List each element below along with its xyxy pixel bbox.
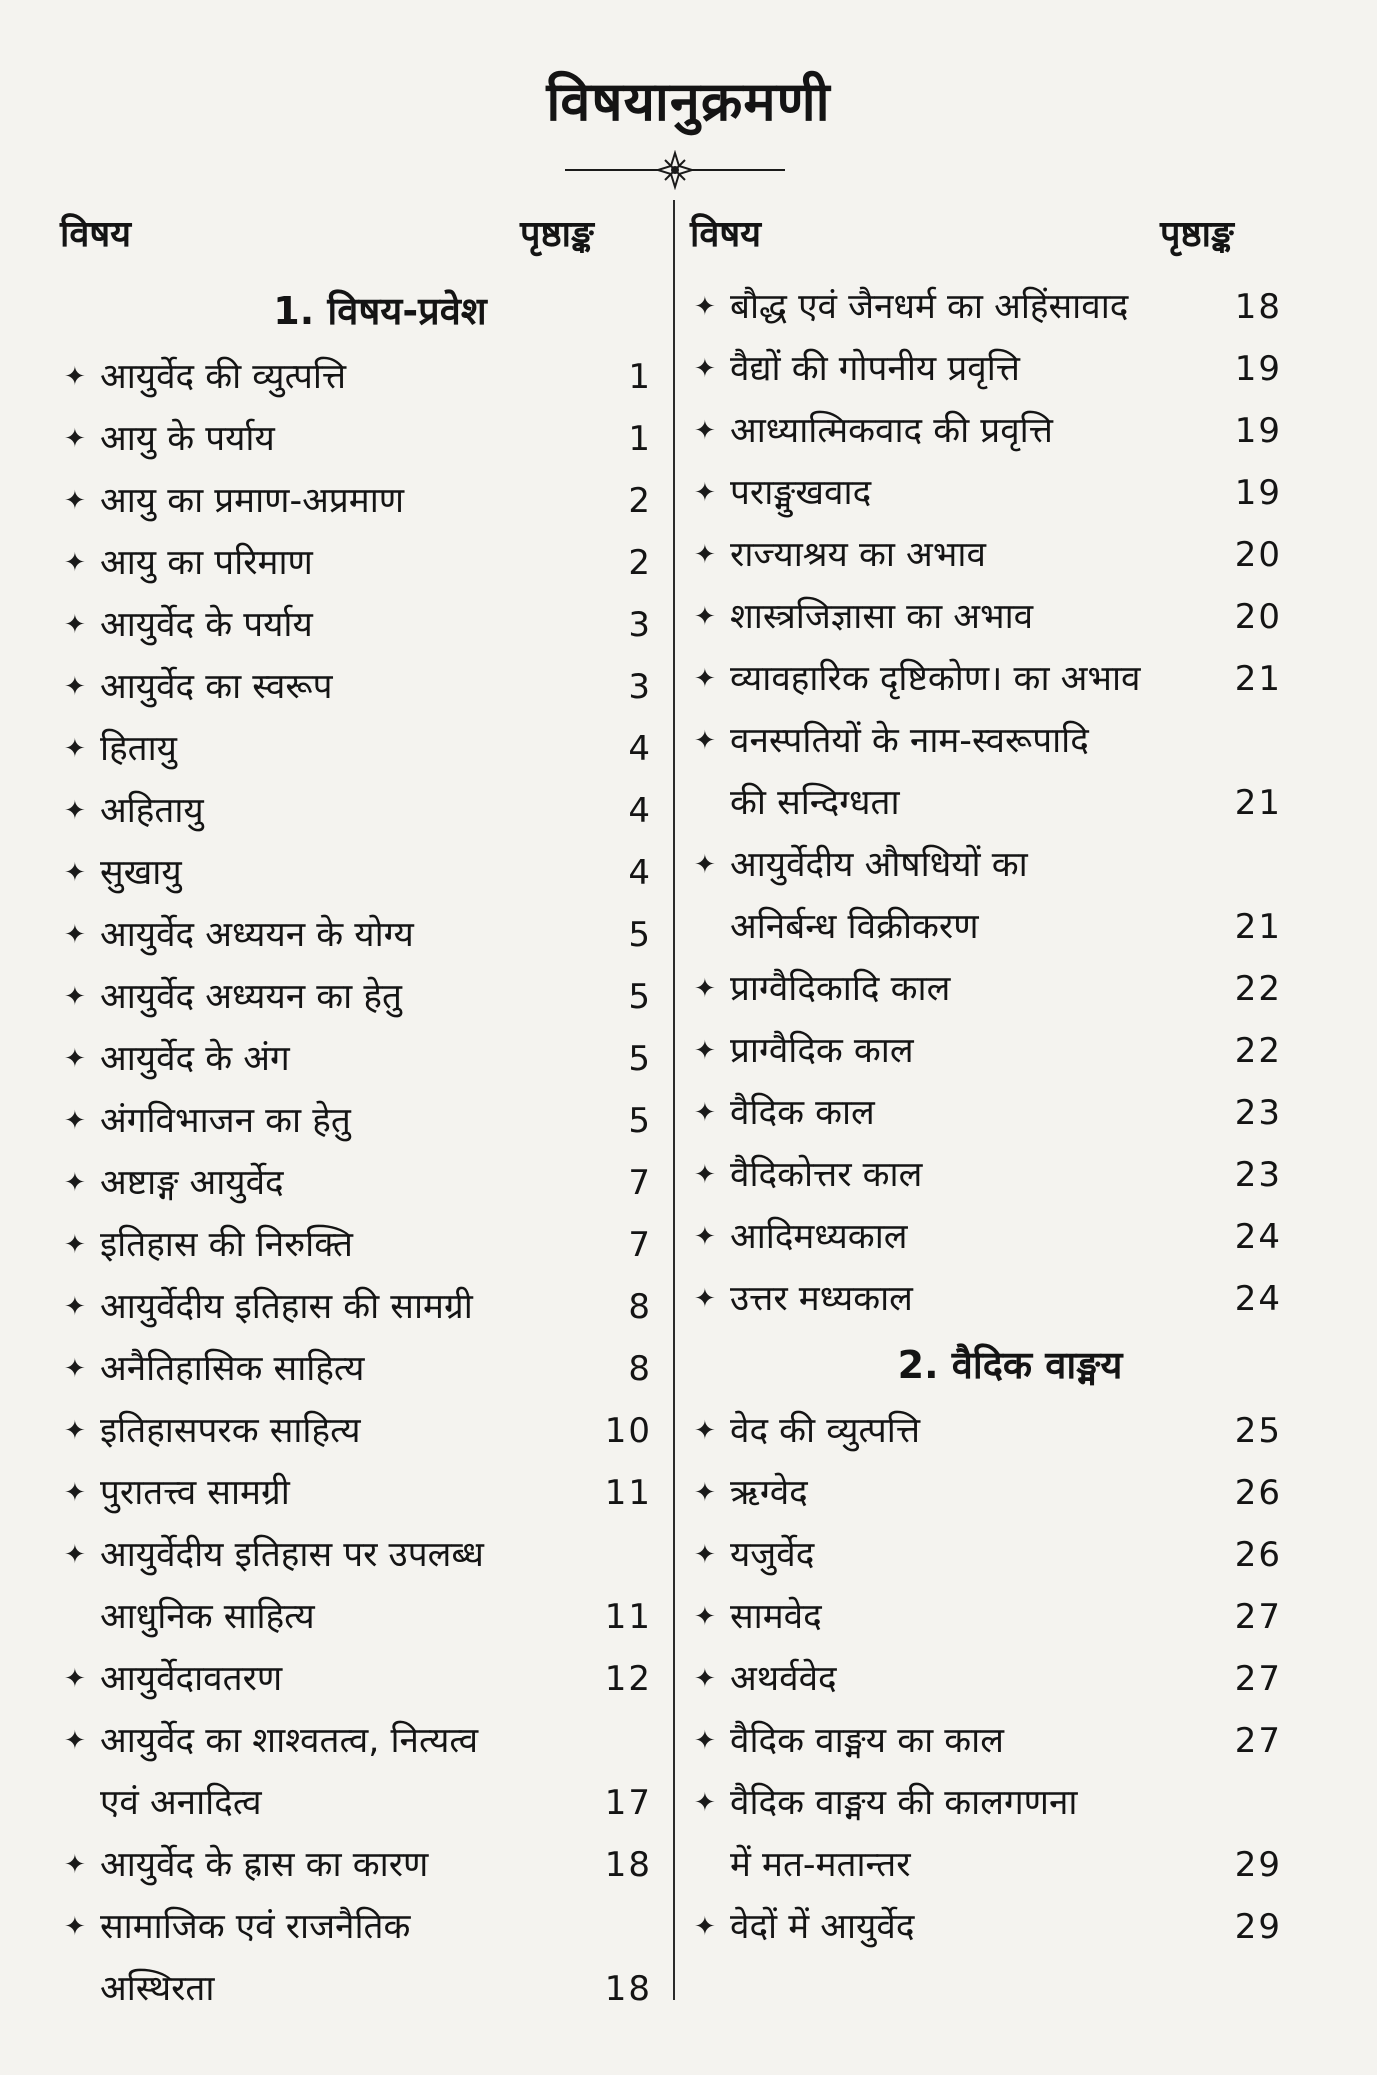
four-point-star-icon: ✦ [64,796,86,826]
four-point-star-icon: ✦ [694,1036,716,1066]
four-point-star-icon: ✦ [694,1284,716,1314]
toc-entry-text: वैदिक काल [730,1093,875,1133]
four-point-star-icon: ✦ [694,1478,716,1508]
right-page-header: पृष्ठाङ्क [1160,214,1234,255]
toc-entry-text: आयुर्वेद का शाश्वतत्व, नित्यत्व [100,1721,479,1761]
toc-entry [690,1772,1290,1896]
four-point-star-icon: ✦ [694,1664,716,1694]
toc-entry-text: आयुर्वेदीय इतिहास पर उपलब्ध [100,1535,484,1575]
toc-entry-text: आयुर्वेद के पर्याय [100,605,313,645]
toc-entry-text: अस्थिरता [100,1969,215,2009]
right-subject-header: विषय [690,214,762,255]
page-number: 18 [604,1845,652,1885]
section-heading: 1. विषय-प्रवेश [273,289,487,333]
toc-entry [60,408,660,470]
page-number: 19 [1234,349,1282,389]
toc-entry-text: इतिहास की निरुक्ति [100,1225,353,1265]
page-number: 25 [1234,1411,1282,1451]
toc-entry-text: आयु का परिमाण [100,543,313,583]
toc-entry-text: आयुर्वेद की व्युत्पत्ति [100,357,347,397]
toc-entry [690,958,1290,1020]
page-number: 3 [628,667,652,707]
toc-entry-text: आयु का प्रमाण-अप्रमाण [100,481,405,521]
page-number: 4 [628,791,652,831]
toc-entry [60,1710,660,1834]
four-point-star-icon: ✦ [64,1354,86,1384]
four-point-star-icon: ✦ [64,362,86,392]
starburst-ornament-icon [565,150,785,190]
toc-entry [60,1834,660,1896]
page-number: 7 [628,1225,652,1265]
toc-entry [60,1896,660,2020]
toc-entry [690,648,1290,710]
toc-entry-text: व्यावहारिक दृष्टिकोण। का अभाव [730,659,1141,699]
toc-entry-text: एवं अनादित्व [100,1783,262,1823]
toc-entry [690,1648,1290,1710]
page-number: 4 [628,853,652,893]
page-number: 26 [1234,1473,1282,1513]
four-point-star-icon: ✦ [64,1106,86,1136]
toc-entry [60,904,660,966]
page-number: 21 [1234,659,1282,699]
four-point-star-icon: ✦ [694,1540,716,1570]
four-point-star-icon: ✦ [64,672,86,702]
four-point-star-icon: ✦ [694,292,716,322]
page-number: 29 [1234,1845,1282,1885]
four-point-star-icon: ✦ [64,1416,86,1446]
toc-entry [60,1152,660,1214]
toc-entry [690,400,1290,462]
toc-entry-text: वेदों में आयुर्वेद [730,1907,915,1947]
toc-entry [690,1206,1290,1268]
four-point-star-icon: ✦ [694,1912,716,1942]
page-number: 21 [1234,783,1282,823]
toc-entry [60,1090,660,1152]
toc-entry [60,780,660,842]
right-column [690,276,1290,1958]
left-column [60,276,660,2020]
page-number: 4 [628,729,652,769]
toc-entry-text: आधुनिक साहित्य [100,1597,315,1637]
toc-entry [690,338,1290,400]
toc-entry [60,532,660,594]
toc-entry [60,1524,660,1648]
four-point-star-icon: ✦ [694,1160,716,1190]
four-point-star-icon: ✦ [694,1788,716,1818]
page-number: 27 [1234,1721,1282,1761]
page-number: 19 [1234,411,1282,451]
toc-entry-text: प्राग्वैदिक काल [730,1031,914,1071]
page-number: 10 [604,1411,652,1451]
toc-entry-text: वैद्यों की गोपनीय प्रवृत्ति [730,349,1020,389]
four-point-star-icon: ✦ [694,478,716,508]
toc-entry [690,1524,1290,1586]
four-point-star-icon: ✦ [64,610,86,640]
section-heading: 2. वैदिक वाङ्मय [897,1343,1123,1387]
toc-entry [690,1586,1290,1648]
toc-entry [690,1710,1290,1772]
toc-entry-text: ऋग्वेद [730,1473,808,1513]
four-point-star-icon: ✦ [64,920,86,950]
page-number: 29 [1234,1907,1282,1947]
toc-entry [690,1144,1290,1206]
toc-entry [690,1896,1290,1958]
page-number: 1 [628,419,652,459]
toc-entry-text: अनिर्बन्ध विक्रीकरण [730,907,979,947]
left-page-header: पृष्ठाङ्क [520,214,594,255]
four-point-star-icon: ✦ [64,858,86,888]
toc-entry-text: वैदिक वाङ्मय की कालगणना [730,1783,1078,1823]
toc-entry [690,462,1290,524]
toc-entry [690,586,1290,648]
page-number: 24 [1234,1217,1282,1257]
page-number: 5 [628,1039,652,1079]
toc-entry [690,1400,1290,1462]
toc-entry-text: आयुर्वेद का स्वरूप [100,667,333,707]
page-number: 26 [1234,1535,1282,1575]
four-point-star-icon: ✦ [694,1602,716,1632]
toc-entry [60,594,660,656]
page-number: 27 [1234,1597,1282,1637]
page-number: 22 [1234,969,1282,1009]
page-number: 23 [1234,1093,1282,1133]
toc-entry-text: आयुर्वेदावतरण [100,1659,283,1699]
toc-entry [60,1462,660,1524]
toc-entry [690,276,1290,338]
page-number: 20 [1234,597,1282,637]
four-point-star-icon: ✦ [64,1850,86,1880]
toc-entry-text: अंगविभाजन का हेतु [100,1101,351,1141]
page-number: 5 [628,1101,652,1141]
toc-entry-text: प्राग्वैदिकादि काल [730,969,951,1009]
toc-entry [690,1082,1290,1144]
toc-entry-text: पराङ्मुखवाद [730,473,872,513]
toc-entry-text: वैदिक वाङ्मय का काल [730,1721,1004,1761]
four-point-star-icon: ✦ [64,486,86,516]
toc-entry-text: वैदिकोत्तर काल [730,1155,923,1195]
toc-entry-text: इतिहासपरक साहित्य [100,1411,361,1451]
four-point-star-icon: ✦ [694,974,716,1004]
toc-entry-text: सामाजिक एवं राजनैतिक [100,1907,411,1947]
page-number: 5 [628,915,652,955]
toc-entry-text: अथर्ववेद [730,1659,837,1699]
toc-entry-text: आयुर्वेद के अंग [100,1039,290,1079]
page-number: 19 [1234,473,1282,513]
four-point-star-icon: ✦ [694,1726,716,1756]
four-point-star-icon: ✦ [694,602,716,632]
page-number: 7 [628,1163,652,1203]
four-point-star-icon: ✦ [694,850,716,880]
toc-entry-text: वनस्पतियों के नाम-स्वरूपादि [730,721,1089,761]
toc-entry [690,524,1290,586]
four-point-star-icon: ✦ [694,1098,716,1128]
page-number: 12 [604,1659,652,1699]
page-number: 23 [1234,1155,1282,1195]
page-number: 8 [628,1287,652,1327]
four-point-star-icon: ✦ [694,1416,716,1446]
four-point-star-icon: ✦ [64,1664,86,1694]
toc-entry-text: आयुर्वेदीय औषधियों का [730,845,1028,885]
toc-entry-text: सुखायु [100,853,182,893]
four-point-star-icon: ✦ [64,1044,86,1074]
toc-entry-text: शास्त्रजिज्ञासा का अभाव [730,597,1034,637]
toc-entry [60,1214,660,1276]
toc-entry-text: आयुर्वेद के ह्रास का कारण [100,1845,429,1885]
toc-entry [60,346,660,408]
toc-entry-text: सामवेद [730,1597,822,1637]
toc-entry [690,1020,1290,1082]
page-number: 2 [628,481,652,521]
four-point-star-icon: ✦ [694,416,716,446]
page-number: 8 [628,1349,652,1389]
four-point-star-icon: ✦ [694,540,716,570]
four-point-star-icon: ✦ [64,734,86,764]
toc-entry [60,470,660,532]
page-number: 24 [1234,1279,1282,1319]
toc-entry-text: आध्यात्मिकवाद की प्रवृत्ति [730,411,1053,451]
toc-entry-text: अहितायु [100,791,204,831]
four-point-star-icon: ✦ [694,354,716,384]
toc-entry-text: अनैतिहासिक साहित्य [100,1349,365,1389]
toc-entry-text: आयु के पर्याय [100,419,275,459]
four-point-star-icon: ✦ [64,424,86,454]
four-point-star-icon: ✦ [64,1292,86,1322]
page-number: 18 [1234,287,1282,327]
toc-entry-text: आयुर्वेद अध्ययन के योग्य [100,915,414,955]
page-number: 11 [604,1597,652,1637]
toc-entry-text: राज्याश्रय का अभाव [730,535,986,575]
toc-entry-text: यजुर्वेद [730,1535,815,1575]
four-point-star-icon: ✦ [64,548,86,578]
four-point-star-icon: ✦ [64,1230,86,1260]
page-number: 22 [1234,1031,1282,1071]
toc-entry [690,710,1290,834]
four-point-star-icon: ✦ [694,1222,716,1252]
toc-entry-text: वेद की व्युत्पत्ति [730,1411,921,1451]
toc-entry-text: की सन्दिग्धता [730,783,900,823]
toc-entry [60,1400,660,1462]
page-number: 3 [628,605,652,645]
four-point-star-icon: ✦ [64,1540,86,1570]
page-number: 21 [1234,907,1282,947]
page-title: विषयानुक्रमणी [546,70,831,133]
toc-entry [60,656,660,718]
toc-entry [60,1028,660,1090]
column-divider [673,200,675,2000]
toc-entry [60,718,660,780]
page-number: 20 [1234,535,1282,575]
four-point-star-icon: ✦ [694,664,716,694]
toc-entry-text: उत्तर मध्यकाल [730,1279,913,1319]
toc-entry-text: आयुर्वेद अध्ययन का हेतु [100,977,402,1017]
four-point-star-icon: ✦ [694,726,716,756]
toc-entry-text: में मत-मतान्तर [730,1845,911,1885]
page-number: 5 [628,977,652,1017]
four-point-star-icon: ✦ [64,1168,86,1198]
toc-entry-text: अष्टाङ्ग आयुर्वेद [100,1163,284,1203]
page-number: 18 [604,1969,652,2009]
toc-entry-text: आयुर्वेदीय इतिहास की सामग्री [100,1287,473,1327]
toc-entry [60,1276,660,1338]
toc-entry [690,1462,1290,1524]
toc-entry-text: बौद्ध एवं जैनधर्म का अहिंसावाद [730,287,1129,327]
page-number: 17 [604,1783,652,1823]
toc-entry [60,842,660,904]
toc-entry [690,834,1290,958]
four-point-star-icon: ✦ [64,982,86,1012]
four-point-star-icon: ✦ [64,1726,86,1756]
page-number: 11 [604,1473,652,1513]
toc-entry-text: हितायु [100,729,177,769]
toc-entry [60,966,660,1028]
four-point-star-icon: ✦ [64,1912,86,1942]
page-number: 1 [628,357,652,397]
toc-entry-text: पुरातत्त्व सामग्री [100,1473,290,1513]
left-subject-header: विषय [60,214,132,255]
page-number: 27 [1234,1659,1282,1699]
toc-entry [60,1648,660,1710]
four-point-star-icon: ✦ [64,1478,86,1508]
toc-entry [690,1268,1290,1330]
toc-entry [60,1338,660,1400]
toc-entry-text: आदिमध्यकाल [730,1217,908,1257]
page-number: 2 [628,543,652,583]
